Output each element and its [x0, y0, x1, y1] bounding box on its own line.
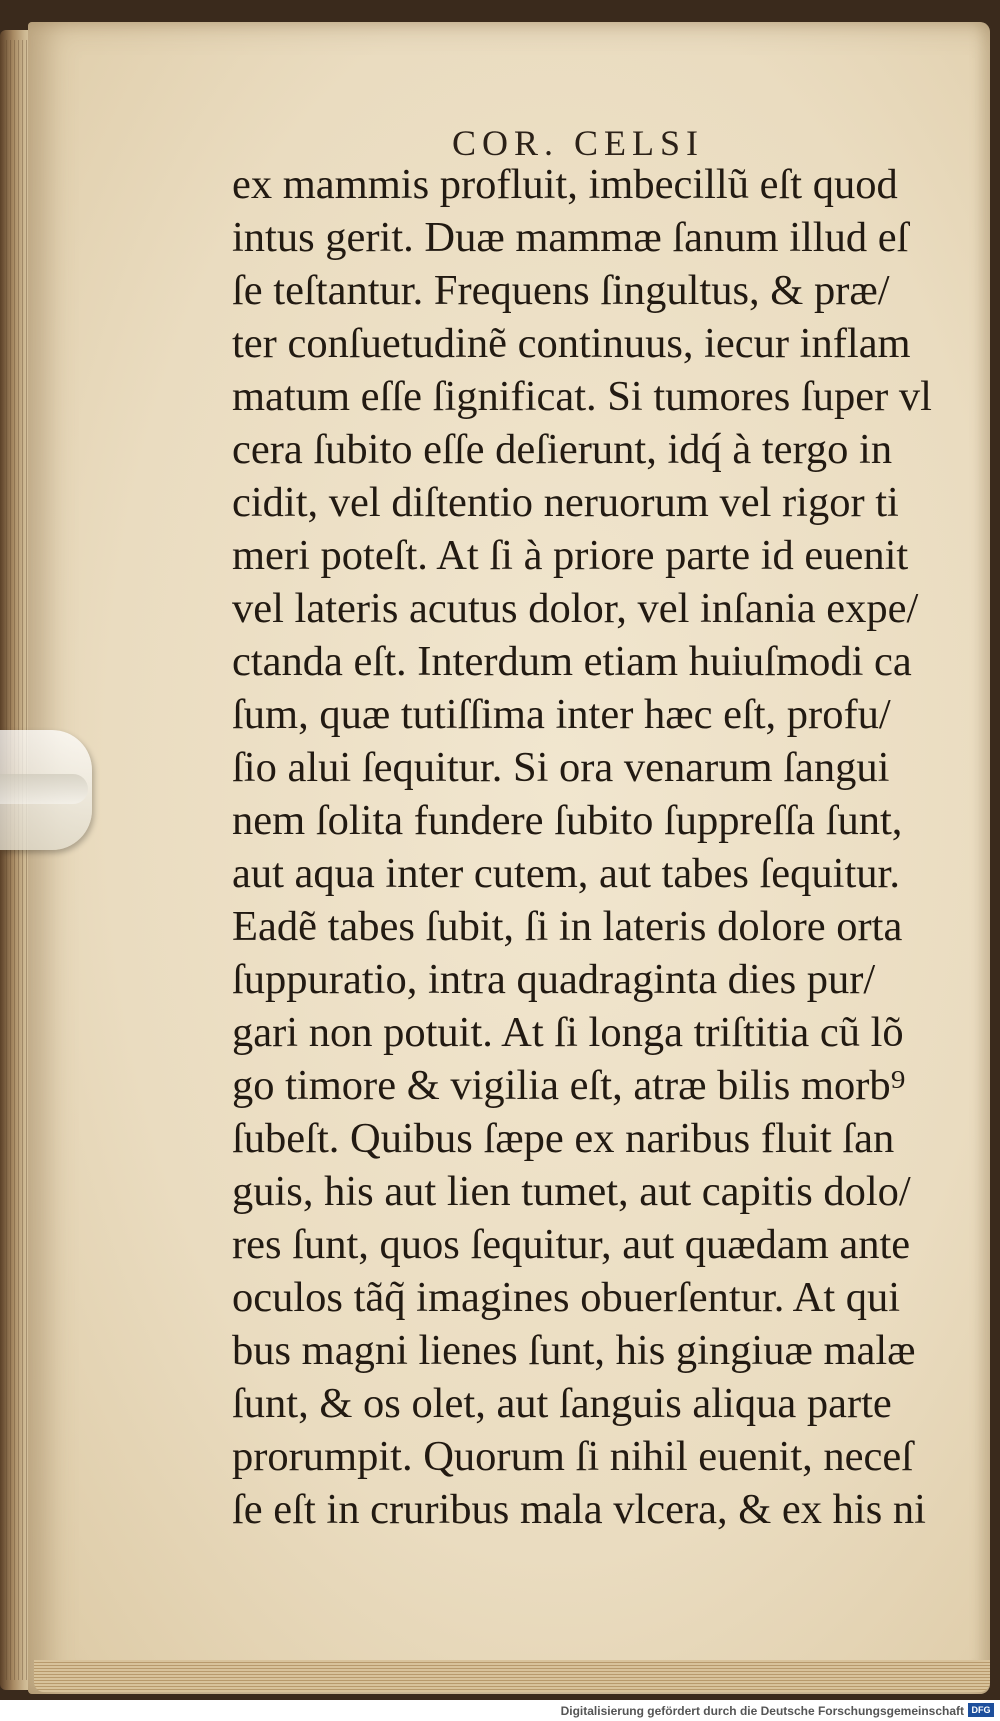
- text-line: meri poteſt. At ſi à priore parte id euenit: [232, 532, 909, 579]
- page-bottom-edges: [34, 1660, 990, 1692]
- body-text: [232, 158, 952, 1536]
- text-line: ter conſuetudinẽ continuus, iecur inflam: [232, 320, 911, 367]
- text-line: cera ſubito eſſe deſierunt, idq́ à tergo in: [232, 426, 893, 473]
- text-line: matum eſſe ſignificat. Si tumores ſuper vl: [232, 373, 932, 420]
- page-clip: [0, 730, 92, 850]
- text-line: bus magni lienes ſunt, his gingiuæ malæ: [232, 1327, 916, 1374]
- footer-bar: [0, 1700, 1000, 1721]
- text-line: ſuppuratio, intra quadraginta dies pur/: [232, 956, 876, 1003]
- digitization-credit: Digitalisierung gefördert durch die Deutsche Forschungsgemeinschaft: [560, 1704, 964, 1718]
- text-line: ſubeſt. Quibus ſæpe ex naribus fluit ſan: [232, 1115, 895, 1162]
- text-line: ſum, quæ tutiſſima inter hæc eſt, profu/: [232, 691, 891, 738]
- running-head: COR. CELSI: [452, 123, 705, 163]
- text-line: aut aqua inter cutem, aut tabes ſequitur.: [232, 850, 900, 897]
- text-line: Eadẽ tabes ſubit, ſi in lateris dolore orta: [232, 903, 903, 950]
- text-line: go timore & vigilia eſt, atræ bilis morb⁹: [232, 1062, 906, 1109]
- text-line: gari non potuit. At ſi longa triſtitia cũ lõ: [232, 1009, 904, 1056]
- text-line: vel lateris acutus dolor, vel inſania expe/: [232, 585, 919, 632]
- dfg-logo: DFG: [968, 1703, 994, 1717]
- text-line: prorumpit. Quorum ſi nihil euenit, neceſ: [232, 1433, 914, 1480]
- text-line: ex mammis profluit, imbecillũ eſt quod: [232, 161, 898, 208]
- text-line: intus gerit. Duæ mammæ ſanum illud eſ: [232, 214, 909, 261]
- text-line: ſio alui ſequitur. Si ora venarum ſangui: [232, 744, 890, 791]
- text-line: ſe teſtantur. Frequens ſingultus, & præ/: [232, 267, 890, 314]
- text-line: nem ſolita fundere ſubito ſuppreſſa ſunt,: [232, 797, 903, 844]
- text-line: ſe eſt in cruribus mala vlcera, & ex his ni: [232, 1486, 926, 1533]
- text-line: res ſunt, quos ſequitur, aut quædam ante: [232, 1221, 911, 1268]
- text-line: ſunt, & os olet, aut ſanguis aliqua parte: [232, 1380, 892, 1427]
- text-line: guis, his aut lien tumet, aut capitis dolo/: [232, 1168, 911, 1215]
- text-line: ctanda eſt. Interdum etiam huiuſmodi ca: [232, 638, 912, 685]
- text-line: oculos tãq̃ imagines obuerſentur. At qui: [232, 1274, 901, 1321]
- text-line: cidit, vel diſtentio neruorum vel rigor ti: [232, 479, 899, 526]
